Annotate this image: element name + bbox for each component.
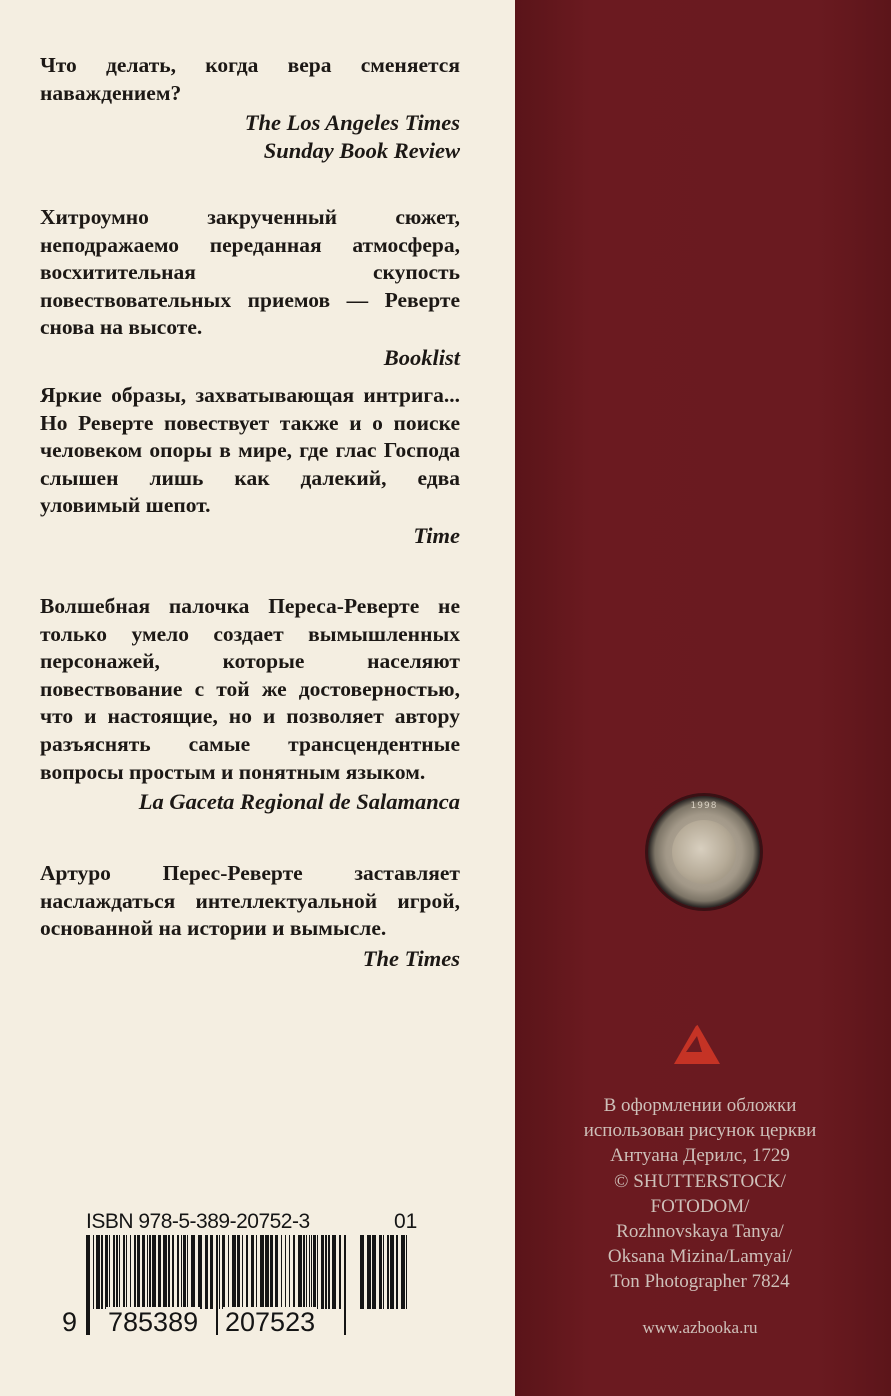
review-text: Волшебная палочка Переса-Реверте не только умело создает вымышленных персонажей, которые населяют повествование с той же достоверностью, что и настоящие, но и позволяет автору разъяснять самые трансцендентные вопросы простым и понятным языком. <box>40 594 460 784</box>
review-5 <box>40 860 460 973</box>
review-source <box>40 344 460 372</box>
publisher-website: www.azbooka.ru <box>642 1318 758 1337</box>
credits-line: Rozhnovskaya Tanya/ <box>616 1221 784 1243</box>
barcode-digits-right: 207523 <box>225 1307 316 1337</box>
review-source <box>40 945 460 973</box>
barcode-digit-first: 9 <box>62 1307 78 1337</box>
seal-year: 1998 <box>690 801 718 811</box>
review-2 <box>40 204 460 372</box>
credits-line: © SHUTTERSTOCK/ <box>614 1170 786 1192</box>
barcode-digits-left: 785389 <box>108 1307 199 1337</box>
review-source-line: Time <box>413 522 460 548</box>
barcode-addon-code: 01 <box>394 1210 418 1233</box>
review-source <box>40 522 460 550</box>
review-1 <box>40 52 460 165</box>
publisher-logo-icon <box>672 1022 722 1066</box>
review-source <box>40 109 460 165</box>
review-source-line: The Los Angeles Times <box>244 110 460 136</box>
seal-medallion-icon <box>648 796 760 908</box>
review-source-line: The Times <box>362 945 460 971</box>
isbn-label: ISBN 978-5-389-20752-3 <box>86 1210 310 1233</box>
credits-line: использован рисунок церкви <box>583 1120 817 1142</box>
review-text: Яркие образы, захватывающая интрига... Но Реверте повествует также и о поиске человеком опоры в мире, где глас Господа слышен лишь как далекий, едва уловимый шепот. <box>40 383 460 518</box>
seal-portrait <box>672 820 736 884</box>
addon-barcode <box>360 1235 410 1335</box>
isbn-barcode <box>58 1205 428 1345</box>
review-text: Хитроумно закрученный сюжет, неподражаемо переданная атмосфера, восхитительная скупость повествовательных приемов — Реверте снова на высоте. <box>40 205 460 340</box>
credits-line: В оформлении обложки <box>603 1095 797 1116</box>
review-3 <box>40 382 460 550</box>
review-source-line: La Gaceta Regional de Salamanca <box>138 789 460 815</box>
cover-credits <box>540 1093 860 1295</box>
review-4 <box>40 593 460 816</box>
review-text: Что делать, когда вера сменяется наваждением? <box>40 53 460 105</box>
review-source-line: Booklist <box>383 344 460 370</box>
review-text: Артуро Перес-Реверте заставляет наслаждаться интеллектуальной игрой, основанной на истории и вымысле. <box>40 861 460 941</box>
review-source <box>40 788 460 816</box>
credits-line: Oksana Mizina/Lamyai/ <box>607 1246 793 1268</box>
review-source-line: Sunday Book Review <box>263 138 460 164</box>
credits-line: FOTODOM/ <box>650 1195 750 1217</box>
credits-line: Ton Photographer 7824 <box>610 1271 790 1293</box>
credits-line: Антуана Дерилс, 1729 <box>610 1145 790 1167</box>
